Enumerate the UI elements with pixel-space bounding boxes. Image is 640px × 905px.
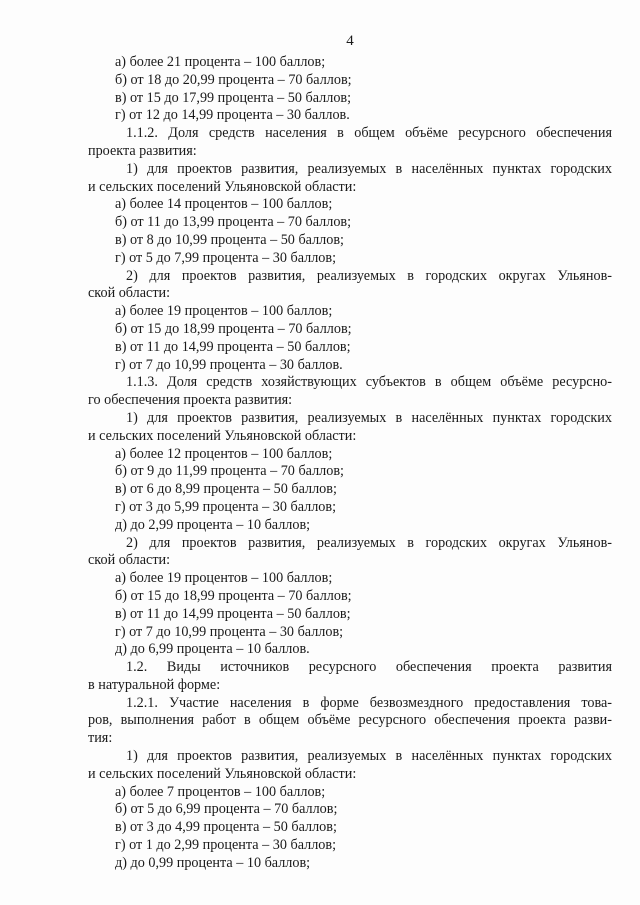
text-line: ров, выполнения работ в общем объёме ресурсного обеспечения проекта разви-: [88, 712, 612, 729]
text-line: тия:: [88, 730, 113, 747]
text-line: в) от 8 до 10,99 процента – 50 баллов;: [115, 231, 344, 248]
text-line: в) от 11 до 14,99 процента – 50 баллов;: [115, 605, 351, 622]
text-line: г) от 7 до 10,99 процента – 30 баллов.: [115, 356, 343, 373]
text-line: 1) для проектов развития, реализуемых в населённых пунктах городских: [126, 160, 612, 177]
text-line: а) более 21 процента – 100 баллов;: [115, 54, 326, 70]
text-line: в) от 11 до 14,99 процента – 50 баллов;: [115, 338, 351, 355]
text-line: 1.2.1. Участие населения в форме безвозмездного предоставления това-: [126, 694, 612, 711]
text-line: а) более 19 процентов – 100 баллов;: [115, 303, 333, 320]
text-line: ской области:: [88, 285, 171, 302]
text-line: б) от 15 до 18,99 процента – 70 баллов;: [115, 320, 352, 337]
text-line: 2) для проектов развития, реализуемых в городских округах Ульянов-: [126, 534, 612, 551]
text-line: б) от 15 до 18,99 процента – 70 баллов;: [115, 587, 352, 604]
text-line: д) до 2,99 процента – 10 баллов;: [115, 516, 311, 533]
text-line: и сельских поселений Ульяновской области:: [88, 765, 357, 782]
text-line: 1.2. Виды источников ресурсного обеспечения проекта развития: [126, 659, 612, 676]
text-line: 2) для проектов развития, реализуемых в городских округах Ульянов-: [126, 267, 612, 284]
text-line: 1.1.2. Доля средств населения в общем объёме ресурсного обеспечения: [126, 125, 612, 142]
text-line: 1.1.3. Доля средств хозяйствующих субъектов в общем объёме ресурсно-: [126, 374, 612, 391]
text-line: г) от 12 до 14,99 процента – 30 баллов.: [115, 107, 350, 124]
text-line: а) более 7 процентов – 100 баллов;: [115, 783, 326, 800]
text-line: в) от 6 до 8,99 процента – 50 баллов;: [115, 481, 337, 498]
text-line: проекта развития:: [88, 142, 197, 159]
text-line: б) от 9 до 11,99 процента – 70 баллов;: [115, 463, 344, 480]
text-line: в) от 15 до 17,99 процента – 50 баллов;: [115, 89, 352, 106]
text-line: 1) для проектов развития, реализуемых в населённых пунктах городских: [126, 409, 612, 426]
document-body: [88, 54, 612, 873]
text-line: а) более 19 процентов – 100 баллов;: [115, 570, 333, 587]
text-line: ской области:: [88, 552, 171, 569]
text-line: г) от 7 до 10,99 процента – 30 баллов;: [115, 623, 344, 640]
text-line: г) от 5 до 7,99 процента – 30 баллов;: [115, 249, 337, 266]
text-line: в натуральной форме:: [88, 676, 221, 693]
text-line: и сельских поселений Ульяновской области:: [88, 178, 357, 195]
text-line: а) более 12 процентов – 100 баллов;: [115, 445, 333, 462]
text-line: а) более 14 процентов – 100 баллов;: [115, 196, 333, 213]
page-number: 4: [346, 33, 354, 49]
text-line: в) от 3 до 4,99 процента – 50 баллов;: [115, 819, 337, 836]
text-line: д) до 6,99 процента – 10 баллов.: [115, 641, 310, 658]
text-line: б) от 11 до 13,99 процента – 70 баллов;: [115, 214, 352, 231]
text-line: го обеспечения проекта развития:: [88, 392, 293, 409]
text-line: г) от 1 до 2,99 процента – 30 баллов;: [115, 837, 337, 854]
text-line: и сельских поселений Ульяновской области:: [88, 427, 357, 444]
text-line: 1) для проектов развития, реализуемых в населённых пунктах городских: [126, 748, 612, 765]
text-line: б) от 5 до 6,99 процента – 70 баллов;: [115, 801, 338, 818]
text-line: д) до 0,99 процента – 10 баллов;: [115, 854, 311, 871]
text-line: г) от 3 до 5,99 процента – 30 баллов;: [115, 498, 337, 515]
text-line: б) от 18 до 20,99 процента – 70 баллов;: [115, 71, 352, 88]
